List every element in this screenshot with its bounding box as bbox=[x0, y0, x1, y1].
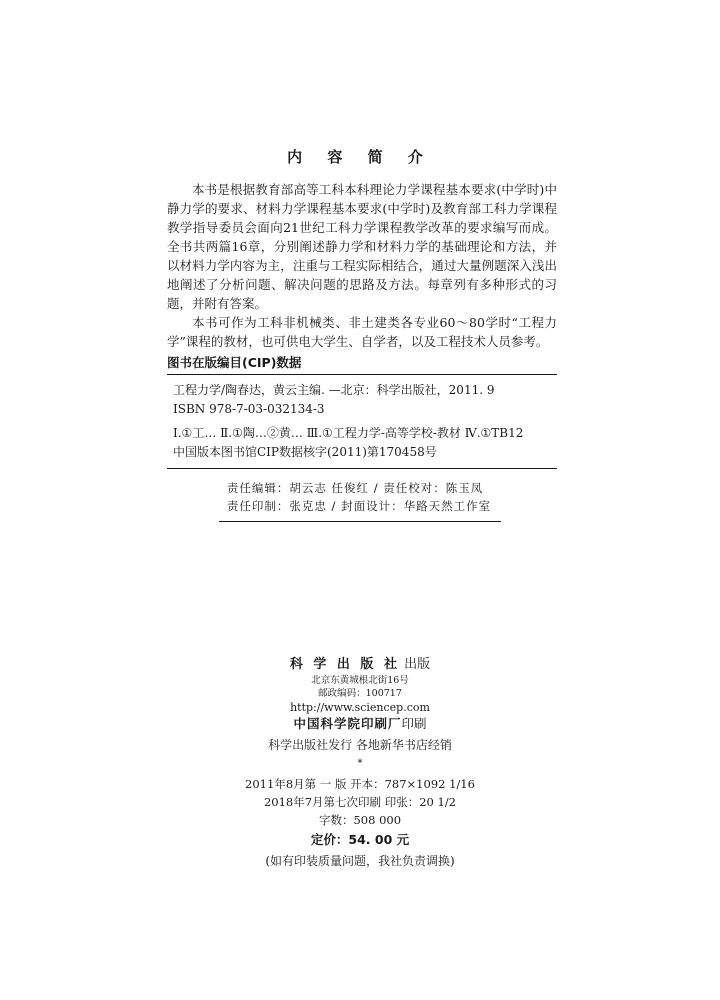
editorial-credits bbox=[0, 479, 720, 522]
printer-line bbox=[0, 715, 720, 733]
book-introduction bbox=[167, 180, 557, 351]
publisher-address: 北京东黄城根北街16号 bbox=[311, 675, 409, 686]
cip-line-record: 中国版本图书馆CIP数据核字(2011)第170458号 bbox=[173, 445, 437, 459]
price-line: 定价：54. 00 元 bbox=[310, 832, 410, 847]
publisher-url: http://www.sciencep.com bbox=[290, 701, 430, 714]
character-count: 字数：508 000 bbox=[318, 813, 402, 827]
distribution-line: 科学出版社发行 各地新华书店经销 bbox=[268, 738, 452, 752]
intro-paragraph-1: 本书是根据教育部高等工科本科理论力学课程基本要求(中学时)中静力学的要求、材料力学课程基本要求(中学时)及教育部工科力学课程教学指导委员会面向21世纪工科力学课程教学改革的要求编写而成。全书共两篇16章，分别阐述静力学和材料力学的基础理论和方法，并以材料力学内容为主，注重与工程实际相结合，通过大量例题深入浅出地阐述了分析问题、解决问题的思路及方法。每章列有多种形式的习题，并附有答案。 bbox=[167, 182, 557, 311]
publisher-name: 科 学 出 版 社 bbox=[289, 657, 400, 672]
printer-name: 中国科学院印刷厂 bbox=[293, 716, 402, 731]
separator-asterisk: * bbox=[357, 758, 363, 769]
publisher-line bbox=[0, 656, 720, 674]
section-title: 内 容 简 介 bbox=[287, 148, 433, 166]
credits-line-1: 责任编辑：胡云志 任俊红 / 责任校对：陈玉凤 bbox=[226, 481, 484, 495]
printing-line: 2018年7月第七次印刷 印张：20 1/2 bbox=[263, 795, 457, 809]
edition-line: 2011年8月第 一 版 开本：787×1092 1/16 bbox=[245, 777, 475, 791]
quality-note: (如有印装质量问题，我社负责调换) bbox=[265, 854, 455, 868]
cip-body bbox=[167, 375, 557, 469]
cip-heading: 图书在版编目(CIP)数据 bbox=[167, 352, 557, 375]
cip-data-block bbox=[167, 352, 557, 469]
publisher-suffix: 出版 bbox=[404, 657, 431, 672]
credits-line-2: 责任印制：张克忠 / 封面设计：华路天然工作室 bbox=[226, 499, 492, 513]
cip-line-title: 工程力学/陶春达，黄云主编. —北京：科学出版社，2011. 9 bbox=[173, 383, 495, 397]
cip-line-classification: Ⅰ.①工… Ⅱ.①陶…②黄… Ⅲ.①工程力学-高等学校-教材 Ⅳ.①TB12 bbox=[173, 426, 524, 440]
printer-suffix: 印刷 bbox=[401, 716, 427, 731]
publisher-block bbox=[0, 656, 720, 871]
publisher-postcode: 邮政编码：100717 bbox=[318, 688, 402, 699]
cip-line-isbn: ISBN 978-7-03-032134-3 bbox=[173, 402, 325, 416]
intro-paragraph-2: 本书可作为工科非机械类、非土建类各专业60～80学时“工程力学”课程的教材，也可供电大学生、自学者，以及工程技术人员参考。 bbox=[167, 315, 557, 349]
